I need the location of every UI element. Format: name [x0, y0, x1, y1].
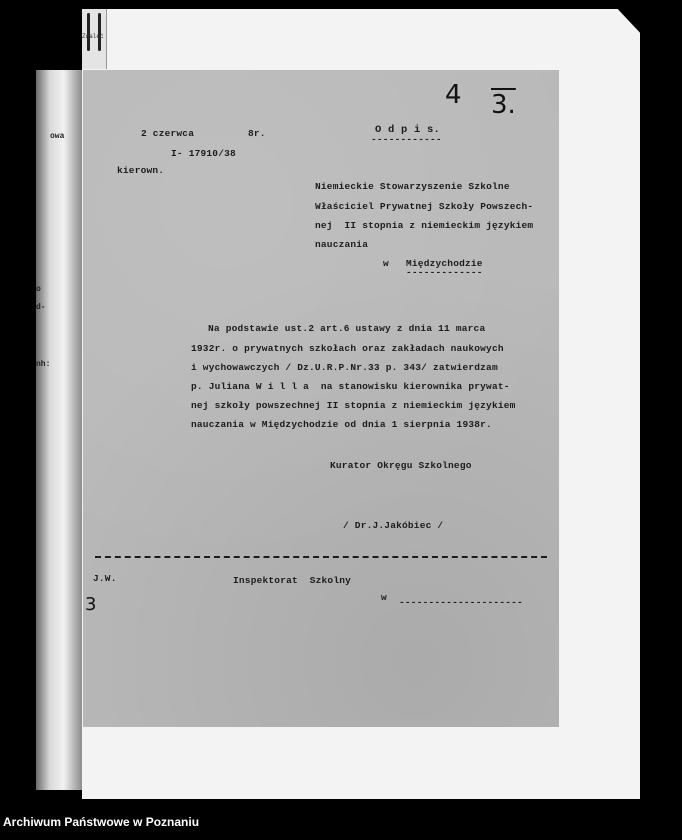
document-page	[83, 70, 559, 727]
underlying-page-edge	[36, 70, 82, 790]
signatory-name: / Dr.J.Jakóbiec /	[343, 520, 444, 531]
binding-stamp: Zdaleć	[82, 33, 104, 40]
addressee-prefix: w	[383, 258, 389, 269]
copy-prefix: w	[381, 592, 387, 603]
body-line: p. Juliana W i l l a na stanowisku kierownika prywat-	[191, 381, 510, 392]
place-underline: -------------	[406, 267, 483, 278]
page-fragment-text: owa	[50, 132, 65, 141]
separator-line	[95, 556, 547, 558]
binding-strip	[82, 9, 107, 69]
copy-place-blank: ---------------------	[399, 597, 523, 608]
binding-clip-icon	[87, 13, 90, 51]
copy-salutation: J.W.	[93, 573, 117, 584]
department-label: kierown.	[117, 165, 165, 176]
addressee-line: nej II stopnia z niemieckim językiem	[315, 220, 534, 231]
addressee-place: Międzychodzie	[406, 258, 483, 269]
body-line: nej szkoły powszechnej II stopnia z niemieckim językiem	[191, 400, 516, 411]
archive-label: Archiwum Państwowe w Poznaniu	[3, 815, 200, 829]
title-underline: ------------	[371, 134, 442, 145]
page-number: 3.	[491, 90, 516, 120]
addressee-line: Niemieckie Stowarzyszenie Szkolne	[315, 181, 510, 192]
body-line: i wychowawczych / Dz.U.R.P.Nr.33 p. 343/ zatwierdzam	[191, 362, 498, 373]
addressee-line: nauczania	[315, 239, 369, 250]
letter-year: 8r.	[248, 128, 266, 139]
page-fragment-text: d-	[36, 303, 46, 312]
reference-number: I- 17910/38	[171, 148, 236, 159]
page-fragment-text: o	[36, 285, 41, 294]
margin-mark: 3	[85, 594, 97, 615]
copy-recipient: Inspektorat Szkolny	[233, 575, 352, 586]
signatory-office: Kurator Okręgu Szkolnego	[330, 460, 472, 471]
binding-clip-icon	[98, 13, 101, 51]
body-line: 1932r. o prywatnych szkołach oraz zakładach naukowych	[191, 343, 504, 354]
letter-date: 2 czerwca	[141, 128, 195, 139]
document-title: O d p i s.	[375, 124, 441, 136]
body-line: Na podstawie ust.2 art.6 ustawy z dnia 11 marca	[208, 323, 486, 334]
addressee-line: Właściciel Prywatnej Szkoły Powszech-	[315, 201, 534, 212]
crossed-page-number: 4	[445, 80, 462, 110]
body-line: nauczania w Międzychodzie od dnia 1 sierpnia 1938r.	[191, 419, 492, 430]
page-fragment-text: nh:	[36, 360, 51, 369]
